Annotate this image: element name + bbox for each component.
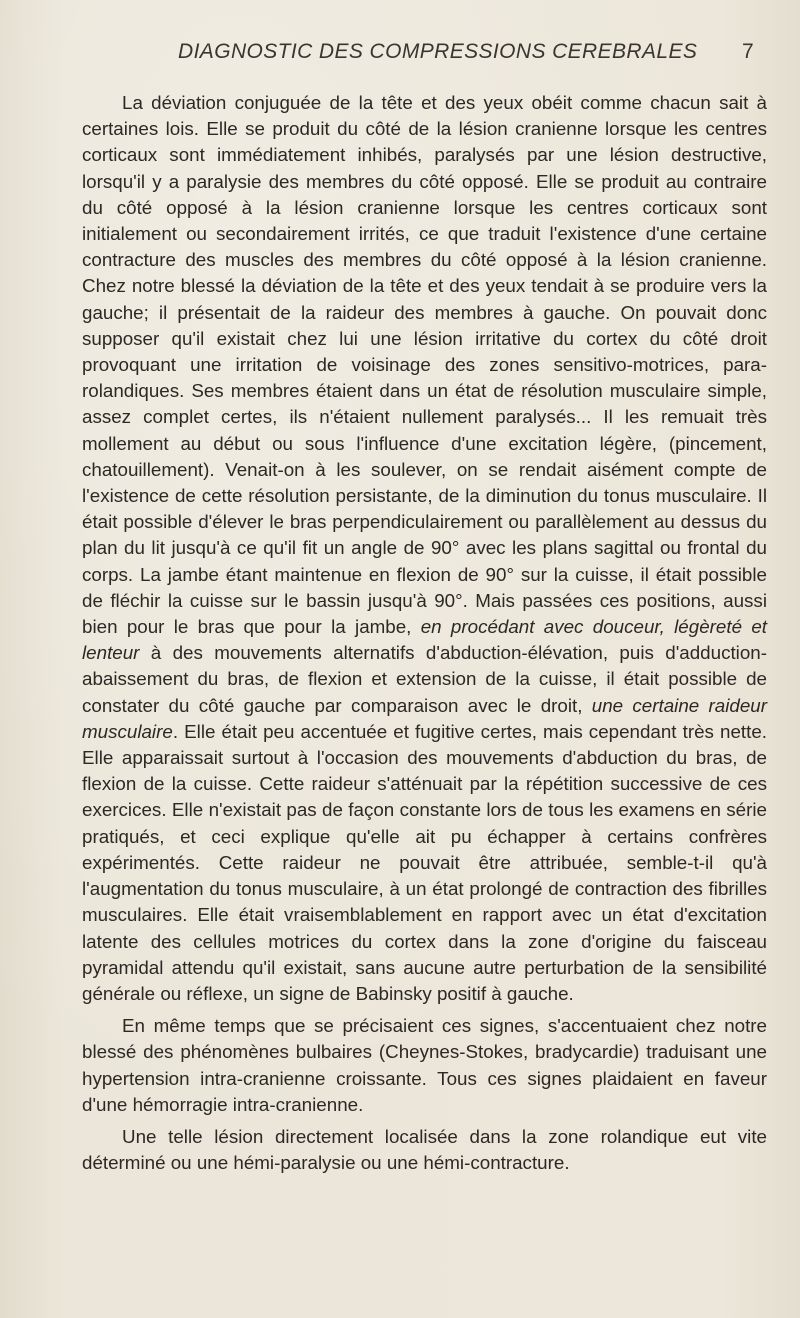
emphasized-text: en procédant avec douceur, légèreté et lenteur: [82, 616, 767, 664]
paragraph-text: En même temps que se précisaient ces signes, s'accentuaient chez notre blessé des phénomènes bulbaires (Cheynes-Stokes, bradycardie) traduisant une hypertension intra-cranienne croissante. Tous ces signes plaidaient en faveur d'une hémorragie intra-cranienne.: [82, 1015, 767, 1115]
paragraph-deviation-conjuguee: [82, 90, 767, 1007]
paragraph-phenomenes-bulbaires: [82, 1013, 767, 1118]
running-title: DIAGNOSTIC DES COMPRESSIONS CEREBRALES: [178, 40, 698, 63]
paragraph-text: . Elle était peu accentuée et fugitive certes, mais cependant très nette. Elle apparaissait surtout à l'occasion des mouvements d'abduction du bras, de flexion de la cuisse. Cette raideur s'atténuait par la répétition successive de ces exercices. Elle n'existait pas de façon constante lors de tous les examens en série pratiqués, et ceci explique qu'elle ait pu échapper à certains confrères expérimentés. Cette raideur ne pouvait être attribuée, semble-t-il qu'à l'augmentation du tonus musculaire, à un état prolongé de contraction des fibrilles musculaires. Elle était vraisemblablement en rapport avec un état d'excitation latente des cellules motrices du cortex dans la zone d'origine du faisceau pyramidal attendu qu'il existait, sans aucune autre perturbation de la sensibilité générale ou réflexe, un signe de Babinsky positif à gauche.: [82, 720, 767, 1004]
paragraph-text: La déviation conjuguée de la tête et des yeux obéit comme chacun sait à certaines lois. Elle se produit du côté de la lésion cranienne lorsque les centres corticaux sont immédiatement inhibés, paralysés par une lésion destructive, lorsqu'il y a paralysie des membres du côté opposé. Elle se produit au contraire du côté opposé à la lésion cranienne lorsque les centres corticaux sont initialement ou secondairement irrités, ce que traduit l'existence d'une certaine contracture des muscles des membres du côté opposé à la lésion cranienne. Chez notre blessé la déviation de la tête et des yeux tendait à se produire vers la gauche; il présentait de la raideur des membres à gauche. On pouvait donc supposer qu'il existait chez lui une lésion irritative du cortex du côté droit provoquant une irritation de voisinage des zones sensitivo-motrices, para-rolandiques. Ses membres étaient dans un état de résolution musculaire simple, assez complet certes, ils n'étaient nullement paralysés... Il les remuait très mollement au début ou sous l'influence d'une excitation légère, (pincement, chatouillement). Venait-on à les soulever, on se rendait aisément compte de l'existence de cette résolution persistante, de la diminution du tonus musculaire. Il était possible d'élever le bras perpendiculairement ou parallèlement au dessus du plan du lit jusqu'à ce qu'il fit un angle de 90° avec les plans sagittal ou frontal du corps. La jambe étant maintenue en flexion de 90° sur la cuisse, il était possible de fléchir la cuisse sur le bassin jusqu'à 90°. Mais passées ces positions, aussi bien pour le bras que pour la jambe,: [82, 92, 767, 638]
paragraph-text: à des mouvements alternatifs d'abduction-élévation, puis d'adduction-abaissement du bras, de flexion et extension de la cuisse, il était possible de constater du côté gauche par comparaison avec le droit,: [82, 642, 767, 716]
emphasized-text: une certaine raideur musculaire: [82, 694, 767, 742]
body-text: [82, 90, 767, 1176]
paragraph-lesion-rolandique: [82, 1124, 767, 1176]
page-number: 7: [742, 40, 754, 63]
paragraph-text: Une telle lésion directement localisée dans la zone rolandique eut vite déterminé ou une hémi-paralysie ou une hémi-contracture.: [82, 1125, 767, 1174]
page-header: [0, 36, 800, 70]
